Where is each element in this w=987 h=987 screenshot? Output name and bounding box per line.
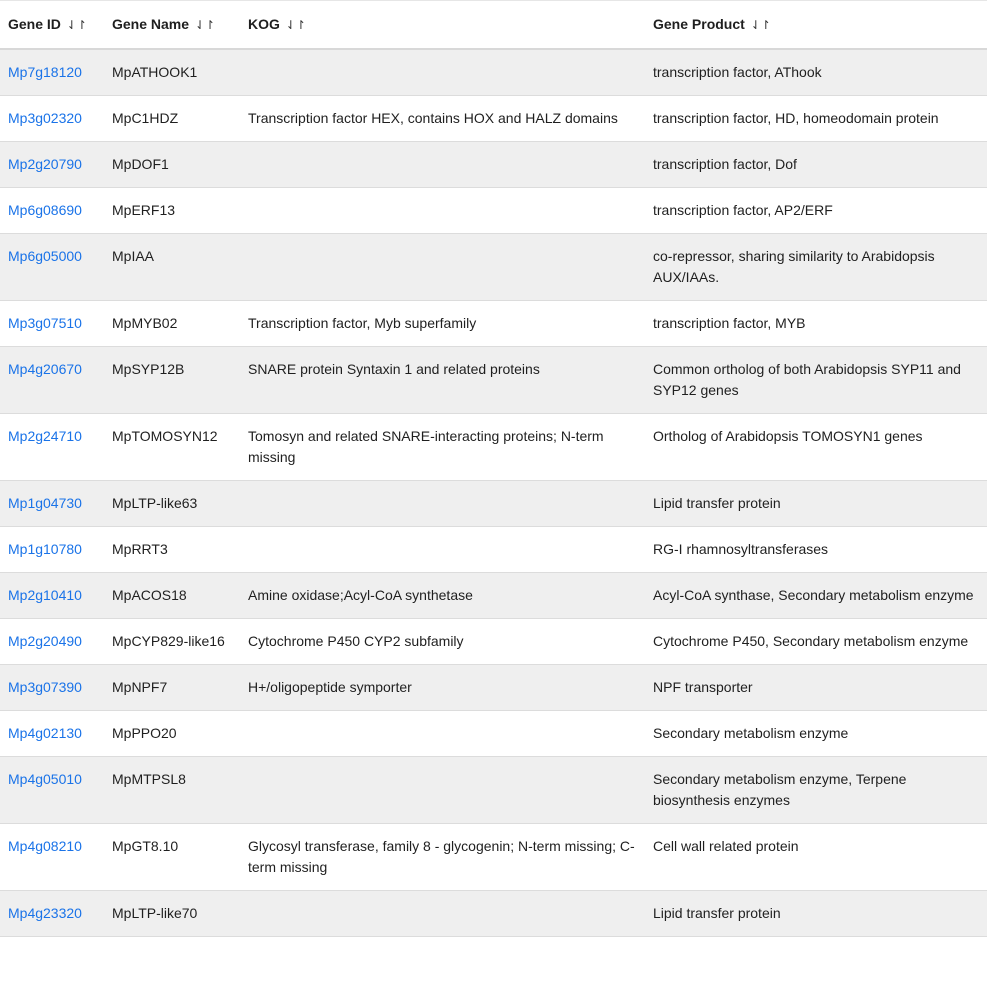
kog-cell [240, 481, 645, 527]
table-body [0, 49, 987, 937]
gene-id-link[interactable]: Mp3g07390 [8, 679, 82, 695]
gene-id-link[interactable]: Mp4g20670 [8, 361, 82, 377]
gene-id-link[interactable]: Mp3g02320 [8, 110, 82, 126]
sort-icon: ⇃↾ [285, 18, 306, 32]
gene-id-link[interactable]: Mp4g08210 [8, 838, 82, 854]
gene-id-link[interactable]: Mp4g23320 [8, 905, 82, 921]
table-row [0, 414, 987, 481]
column-header-gene-name[interactable] [104, 1, 240, 50]
gene-name-cell: MpTOMOSYN12 [112, 428, 218, 444]
gene-name-cell: MpMYB02 [112, 315, 178, 331]
gene-product-cell: transcription factor, MYB [653, 315, 806, 331]
column-header-gene-id[interactable] [0, 1, 104, 50]
table-row [0, 481, 987, 527]
gene-name-cell: MpMTPSL8 [112, 771, 186, 787]
gene-product-cell: Cytochrome P450, Secondary metabolism enzyme [653, 633, 969, 649]
column-header-kog[interactable] [240, 1, 645, 50]
gene-name-cell: MpNPF7 [112, 679, 168, 695]
table-row [0, 619, 987, 665]
column-label: Gene Name [112, 16, 190, 32]
table-row [0, 891, 987, 937]
gene-product-cell: Secondary metabolism enzyme [653, 725, 849, 741]
gene-id-cell [0, 711, 104, 757]
gene-id-link[interactable]: Mp2g10410 [8, 587, 82, 603]
gene-id-cell [0, 234, 104, 301]
table-row [0, 234, 987, 301]
table-row [0, 665, 987, 711]
kog-cell [240, 142, 645, 188]
gene-id-cell [0, 757, 104, 824]
gene-product-cell: transcription factor, Dof [653, 156, 797, 172]
gene-name-cell: MpPPO20 [112, 725, 177, 741]
gene-id-link[interactable]: Mp1g04730 [8, 495, 82, 511]
gene-id-link[interactable]: Mp6g08690 [8, 202, 82, 218]
table-row [0, 711, 987, 757]
gene-id-link[interactable]: Mp4g05010 [8, 771, 82, 787]
table-header [0, 1, 987, 50]
gene-name-cell: MpDOF1 [112, 156, 169, 172]
kog-cell: Cytochrome P450 CYP2 subfamily [248, 633, 464, 649]
gene-id-cell [0, 824, 104, 891]
gene-product-cell: Secondary metabolism enzyme, Terpene biosynthesis enzymes [653, 771, 907, 808]
gene-product-cell: transcription factor, HD, homeodomain protein [653, 110, 939, 126]
header-row [0, 1, 987, 50]
table-row [0, 824, 987, 891]
kog-cell [240, 711, 645, 757]
sort-icon: ⇃↾ [66, 18, 87, 32]
gene-product-cell: NPF transporter [653, 679, 753, 695]
gene-id-cell [0, 347, 104, 414]
gene-name-cell: MpLTP-like70 [112, 905, 198, 921]
gene-name-cell: MpLTP-like63 [112, 495, 198, 511]
column-label: Gene Product [653, 16, 745, 32]
gene-name-cell: MpGT8.10 [112, 838, 179, 854]
gene-name-cell: MpCYP829-like16 [112, 633, 225, 649]
kog-cell [240, 891, 645, 937]
gene-name-cell: MpATHOOK1 [112, 64, 198, 80]
kog-cell: SNARE protein Syntaxin 1 and related proteins [248, 361, 540, 377]
table-row [0, 188, 987, 234]
gene-id-cell [0, 188, 104, 234]
table-row [0, 757, 987, 824]
gene-id-link[interactable]: Mp2g20490 [8, 633, 82, 649]
gene-product-cell: Lipid transfer protein [653, 495, 781, 511]
sort-icon: ⇃↾ [750, 18, 771, 32]
gene-id-cell [0, 527, 104, 573]
gene-id-cell [0, 481, 104, 527]
kog-cell [240, 188, 645, 234]
gene-product-cell: Acyl-CoA synthase, Secondary metabolism enzyme [653, 587, 974, 603]
gene-name-cell: MpC1HDZ [112, 110, 179, 126]
gene-id-cell [0, 414, 104, 481]
gene-product-cell: co-repressor, sharing similarity to Arabidopsis AUX/IAAs. [653, 248, 935, 285]
gene-id-cell [0, 619, 104, 665]
gene-product-cell: Common ortholog of both Arabidopsis SYP11 and SYP12 genes [653, 361, 961, 398]
kog-cell: Transcription factor, Myb superfamily [248, 315, 477, 331]
table-row [0, 301, 987, 347]
table-row [0, 527, 987, 573]
kog-cell: Transcription factor HEX, contains HOX and HALZ domains [248, 110, 618, 126]
table-row [0, 573, 987, 619]
gene-id-cell [0, 573, 104, 619]
gene-id-link[interactable]: Mp2g24710 [8, 428, 82, 444]
gene-name-cell: MpSYP12B [112, 361, 185, 377]
gene-id-cell [0, 891, 104, 937]
column-label: Gene ID [8, 16, 61, 32]
kog-cell [240, 234, 645, 301]
gene-id-cell [0, 142, 104, 188]
gene-id-cell [0, 665, 104, 711]
kog-cell [240, 49, 645, 96]
gene-product-cell: transcription factor, AThook [653, 64, 822, 80]
gene-id-cell [0, 49, 104, 96]
column-header-gene-product[interactable] [645, 1, 987, 50]
gene-name-cell: MpIAA [112, 248, 155, 264]
kog-cell [240, 757, 645, 824]
gene-id-link[interactable]: Mp3g07510 [8, 315, 82, 331]
gene-product-cell: Ortholog of Arabidopsis TOMOSYN1 genes [653, 428, 923, 444]
gene-product-cell: RG-I rhamnosyltransferases [653, 541, 829, 557]
kog-cell: Glycosyl transferase, family 8 - glycogenin; N-term missing; C-term missing [248, 838, 635, 875]
gene-name-cell: MpRRT3 [112, 541, 168, 557]
gene-product-cell: Lipid transfer protein [653, 905, 781, 921]
gene-id-link[interactable]: Mp6g05000 [8, 248, 82, 264]
gene-product-cell: transcription factor, AP2/ERF [653, 202, 833, 218]
gene-id-link[interactable]: Mp7g18120 [8, 64, 82, 80]
gene-id-cell [0, 301, 104, 347]
table-row [0, 49, 987, 96]
table-row [0, 142, 987, 188]
gene-id-link[interactable]: Mp4g02130 [8, 725, 82, 741]
gene-name-cell: MpERF13 [112, 202, 176, 218]
kog-cell: Amine oxidase;Acyl-CoA synthetase [248, 587, 473, 603]
table-row [0, 347, 987, 414]
gene-product-cell: Cell wall related protein [653, 838, 799, 854]
sort-icon: ⇃↾ [194, 18, 216, 32]
gene-id-cell [0, 96, 104, 142]
kog-cell: Tomosyn and related SNARE-interacting proteins; N-term missing [248, 428, 604, 465]
kog-cell: H+/oligopeptide symporter [248, 679, 412, 695]
gene-id-link[interactable]: Mp1g10780 [8, 541, 82, 557]
table-row [0, 96, 987, 142]
gene-id-link[interactable]: Mp2g20790 [8, 156, 82, 172]
column-label: KOG [248, 16, 280, 32]
gene-name-cell: MpACOS18 [112, 587, 187, 603]
kog-cell [240, 527, 645, 573]
